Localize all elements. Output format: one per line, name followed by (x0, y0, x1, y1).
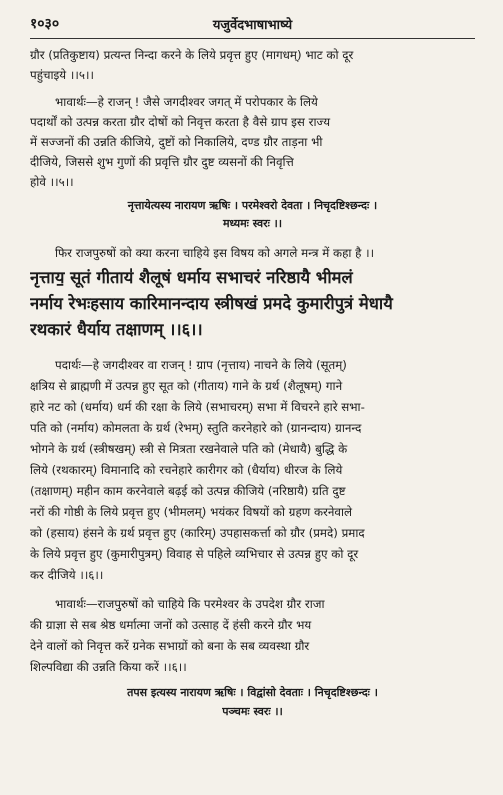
page-number: १०३० (30, 16, 60, 32)
text-line: पति को (नर्माय) कोमलता के ग्रर्थ (रेभम्) स्तुति करनेहारे को (ग्रानन्दाय) ग्रानन्द (30, 421, 362, 435)
text-line: के लिये प्रवृत्त हुए (कुमारीपुत्रम्) विवाह से पहिले व्यभिचार से उत्पन्न हुए को दूर (30, 547, 359, 561)
text-line: नरों की गोष्ठी के लिये प्रवृत्त हुए (भीमलम्) भयंकर विषयों को ग्रहण करनेवाले (30, 505, 353, 519)
text-line: भोगने के ग्रर्थ (स्त्रीषखम्) स्त्री से मित्रता रखनेवाले पति को (मेधायै) बुद्धि के (30, 442, 348, 456)
mantra-meta: नृत्तायेत्यस्य नारायण ऋषिः । परमेश्वरो देवता । निचृदष्टिश्छन्दः । (127, 199, 378, 212)
bhavarth-line: भावार्थः—राजपुरुषों को चाहिये कि परमेश्वर के उपदेश ग्रौर राजा (55, 597, 325, 611)
text-line: कर दीजिये ।।६।। (30, 568, 104, 582)
mantra-line: नृत्ताय॒ सूतं गीताय॑ शैलूषं धर्माय सभाचरं नरिष्ठायै भीमलं (30, 268, 353, 287)
text-line: को (हसाय) हंसने के ग्रर्थ प्रवृत्त हुए (कारिम्) उपहासकर्त्ता को ग्रौर (प्रमदे) प्रमाद (30, 526, 365, 540)
text-line: दीजिये, जिससे शुभ गुणों की प्रवृत्ति ग्रौर दुष्ट व्यसनों की निवृत्ति (30, 155, 294, 169)
text-line: में सज्जनों की उन्नति कीजिये, दुष्टों को निकालिये, दण्ड ग्रौर ताड़ना भी (30, 135, 323, 149)
text-line: देने वालों को निवृत्त करें ग्रनेक सभाग्रों को बना के सब व्यवस्था ग्रौर (30, 639, 310, 653)
text-line: (तक्षाणम्) महीन काम करनेवाले बढ़ई को उत्पन्न कीजिये (नरिष्ठायै) ग्रति दुष्ट (30, 484, 346, 498)
bhavarth-line: भावार्थः—हे राजन् ! जैसे जगदीश्वर जगत् में परोपकार के लिये (55, 95, 318, 109)
text-line: होवे ।।५।। (30, 175, 74, 189)
svara-line: पञ्चमः स्वरः ।। (222, 705, 283, 718)
header-rule (30, 38, 475, 39)
mantra-line: रथकारं धैर्याय तक्षाणम् ।।६।। (30, 320, 203, 339)
text-line: की ग्राज्ञा से सब श्रेष्ठ धर्मात्मा जनों को उत्साह दें हंसी करने ग्रौर भय (30, 618, 312, 632)
text-line: पहुंचाइये ।।५।। (30, 68, 94, 82)
text-line: ग्रौर (प्रतिकुष्टाय) प्रत्यन्त निन्दा करने के लिये प्रवृत्त हुए (मागधम्) भाट को दूर (30, 48, 354, 62)
mantra-line: नर्माय रेभःहसाय कारिमानन्दाय स्त्रीषखं प्रमदे कुमारीपुत्रं मेधायै (30, 294, 393, 313)
intro-line: फिर राजपुरुषों को क्या करना चाहिये इस विषय को अगले मन्त्र में कहा है ।। (55, 246, 375, 260)
running-title: यजुर्वेदभाषाभाष्ये (212, 18, 293, 33)
svara-line: मध्यमः स्वरः ।। (222, 217, 282, 230)
padarth-line: पदार्थः—हे जगदीश्वर वा राजन् ! ग्राप (नृत्ताय) नाचने के लिये (सूतम्) (55, 358, 347, 372)
page-header (30, 14, 475, 36)
mantra-meta: तपस इत्यस्य नारायण ऋषिः । विद्वांसो देवताः । निचृदष्टिश्छन्दः । (127, 686, 378, 699)
text-line: पदार्थों को उत्पन्न करता ग्रौर दोषों को निवृत्त करता है वैसे ग्राप इस राज्य (30, 115, 331, 129)
text-line: क्षत्रिय से ब्राह्मणी में उत्पन्न हुए सूत को (गीताय) गाने के ग्रर्थ (शैलूषम्) गाने (30, 379, 343, 393)
text-line: लिये (रथकारम्) विमानादि को रचनेहारे कारीगर को (धैर्याय) धीरज के लिये (30, 463, 343, 477)
text-line: हारे नट को (धर्माय) धर्म की रक्षा के लिये (सभाचरम्) सभा में विचरने हारे सभा- (30, 400, 365, 414)
text-line: शिल्पविद्या की उन्नति किया करें ।।६।। (30, 660, 187, 674)
